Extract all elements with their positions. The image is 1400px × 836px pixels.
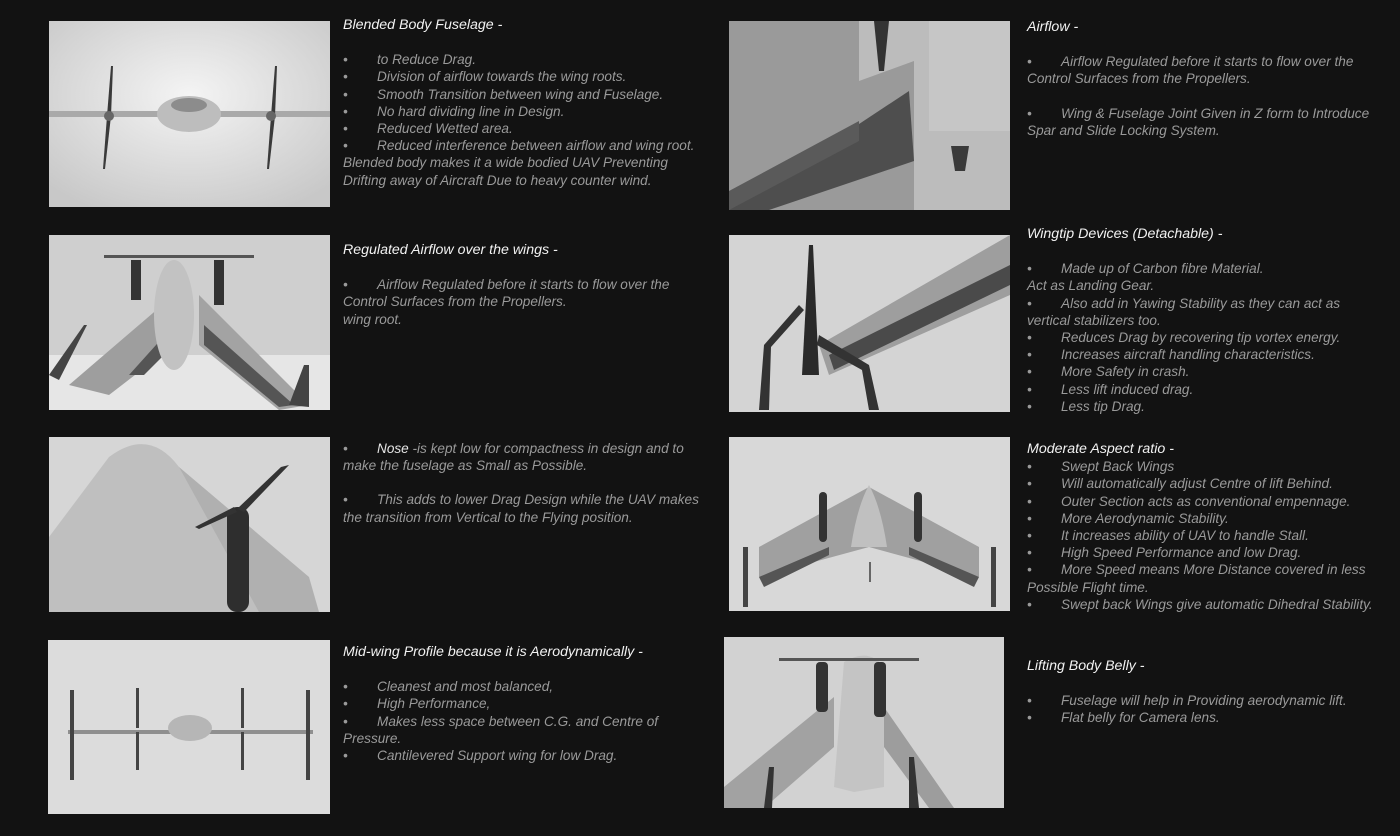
bullet-item: • to Reduce Drag. (343, 52, 476, 68)
bullet-item: • It increases ability of UAV to handle Stall. (1027, 528, 1309, 544)
top-view-render (48, 640, 330, 814)
rear-view-render (729, 437, 1010, 611)
airflow-section (1027, 19, 1382, 139)
bullet-item: • This adds to lower Drag Design while the UAV makes the transition from Vertical to the Flying position. (343, 492, 699, 525)
section-title: Moderate Aspect ratio - (1027, 441, 1174, 457)
bullet-item: • Swept back Wings give automatic Dihedral Stability. (1027, 596, 1373, 612)
paragraph: wing root. (343, 311, 402, 327)
bullet-item: • More Aerodynamic Stability. (1027, 510, 1229, 526)
wingtip-devices-section (1027, 226, 1377, 415)
bullet-item: • High Performance, (343, 696, 491, 712)
bullet-item: • No hard dividing line in Design. (343, 103, 565, 119)
bullet-item: • More Safety in crash. (1027, 364, 1190, 380)
blended-body-section (343, 17, 723, 189)
bullet-item: • Reduces Drag by recovering tip vortex energy. (1027, 330, 1341, 346)
front-view-render (49, 21, 330, 207)
underside-render (724, 637, 1004, 808)
wingtip-device-render (729, 235, 1010, 412)
bullet-item: • Airflow Regulated before it starts to flow over the Control Surfaces from the Propellers. (1027, 54, 1354, 87)
bullet-item: • Cleanest and most balanced, (343, 679, 554, 695)
bullet-item: • Swept Back Wings (1027, 459, 1175, 475)
bullet-item: • Wing & Fuselage Joint Given in Z form to Introduce Spar and Slide Locking System. (1027, 105, 1370, 138)
bullet-item: • Division of airflow towards the wing roots. (343, 69, 627, 85)
aspect-ratio-section (1027, 441, 1392, 613)
bullet-item: • Reduced interference between airflow and wing root. (343, 138, 695, 154)
bullet-item: • High Speed Performance and low Drag. (1027, 545, 1302, 561)
bullet-item: • Nose -is kept low for compactness in design and to make the fuselage as Small as Possible. (343, 441, 684, 474)
bullet-item: • Outer Section acts as conventional empennage. (1027, 493, 1351, 509)
bullet-item: • Increases aircraft handling characteristics. (1027, 347, 1315, 363)
regulated-airflow-section (343, 242, 703, 328)
section-title: Lifting Body Belly - (1027, 658, 1145, 674)
bullet-item: • Less tip Drag. (1027, 398, 1145, 414)
bullet-item: • Will automatically adjust Centre of lift Behind. (1027, 476, 1333, 492)
wing-fuselage-joint-render (729, 21, 1010, 210)
bullet-item: • Airflow Regulated before it starts to flow over the Control Surfaces from the Propellers. (343, 277, 670, 310)
section-title: Blended Body Fuselage - (343, 17, 503, 33)
bullet-item: • More Speed means More Distance covered in less Possible Flight time. (1027, 562, 1366, 595)
bullet-item: • Smooth Transition between wing and Fuselage. (343, 86, 664, 102)
section-title: Wingtip Devices (Detachable) - (1027, 226, 1223, 242)
rear-perspective-render (49, 235, 330, 410)
section-title: Mid-wing Profile because it is Aerodynamically - (343, 644, 643, 660)
nose-section (343, 440, 713, 526)
bullet-item: • Fuselage will help in Providing aerodynamic lift. (1027, 693, 1347, 709)
paragraph: Blended body makes it a wide bodied UAV Preventing Drifting away of Aircraft Due to heavy counter wind. (343, 155, 668, 188)
bullet-item: • Cantilevered Support wing for low Drag. (343, 748, 618, 764)
bullet-item: • Less lift induced drag. (1027, 381, 1194, 397)
bullet-item: • Reduced Wetted area. (343, 121, 513, 137)
nose-closeup-render (49, 437, 330, 612)
section-title: Airflow - (1027, 19, 1079, 35)
bullet-item: • Made up of Carbon fibre Material. (1027, 261, 1264, 277)
lifting-body-section (1027, 658, 1387, 727)
section-title: Regulated Airflow over the wings - (343, 242, 558, 258)
paragraph: Act as Landing Gear. (1027, 278, 1155, 294)
bullet-item: • Also add in Yawing Stability as they can act as vertical stabilizers too. (1027, 295, 1341, 328)
bullet-item: • Makes less space between C.G. and Centre of Pressure. (343, 713, 659, 746)
bullet-item: • Flat belly for Camera lens. (1027, 710, 1220, 726)
mid-wing-section (343, 644, 688, 764)
